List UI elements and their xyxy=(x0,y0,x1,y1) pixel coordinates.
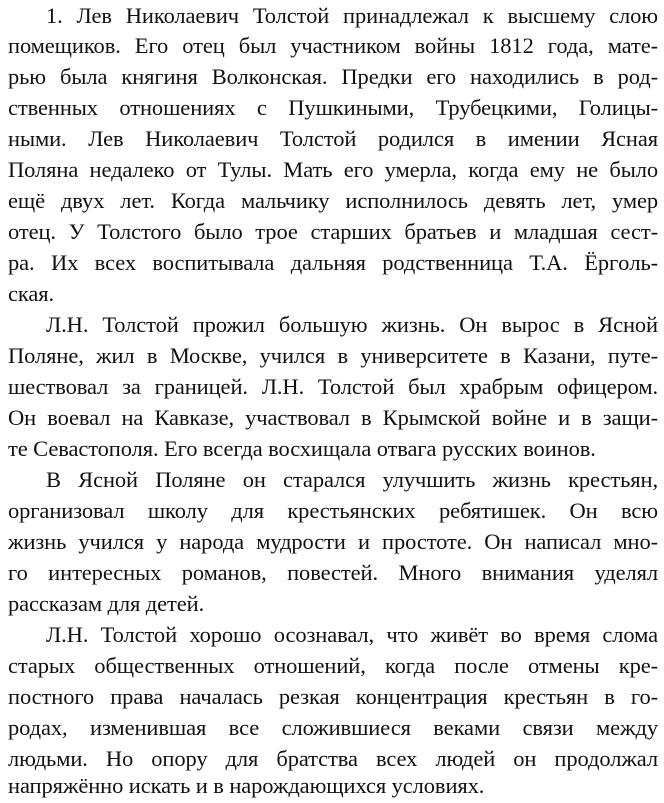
paragraph-4-line-4: родах, изменившая все сложившиеся веками связи между xyxy=(8,715,658,740)
paragraph-2-line-3: шествовал за границей. Л.Н. Толстой был храбрым офицером. xyxy=(8,374,658,399)
paragraph-4-line-6: напряжённо искать и в нарождающихся условиях. xyxy=(8,773,485,798)
paragraph-1-line-7: ещё двух лет. Когда мальчику исполнилось девять лет, умер xyxy=(8,188,658,213)
paragraph-1-line-4: ственных отношениях с Пушкиными, Трубецкими, Голицы- xyxy=(8,95,658,120)
paragraph-3-line-2: организовал школу для крестьянских ребятишек. Он всю xyxy=(8,498,658,523)
paragraph-1-line-9: ра. Их всех воспитывала дальняя родственница Т.А. Ёргoль- xyxy=(8,250,658,275)
paragraph-2-line-2: Поляне, жил в Москве, учился в университете в Казани, путе- xyxy=(8,343,658,368)
paragraph-1-line-3: рью была княгиня Волконская. Предки его находились в род- xyxy=(8,64,658,89)
paragraph-2-line-5: те Севастополя. Его всегда восхищала отвага русских воинов. xyxy=(8,436,596,461)
paragraph-1-line-2: помещиков. Его отец был участником войны 1812 года, мате- xyxy=(8,33,658,58)
paragraph-1-line-8: отец. У Толстого было трое старших братьев и младшая сест- xyxy=(8,219,658,244)
paragraph-3-line-1: В Ясной Поляне он старался улучшить жизнь крестьян, xyxy=(46,467,658,492)
paragraph-3-line-4: го интересных романов, повестей. Много внимания уделял xyxy=(8,560,658,585)
paragraph-4-line-3: постного права началась резкая концентрация крестьян в го- xyxy=(8,684,658,709)
paragraph-1-line-5: ными. Лев Николаевич Толстой родился в имении Ясная xyxy=(8,126,658,151)
paragraph-4-line-1: Л.Н. Толстой хорошо осознавал, что живёт во время слома xyxy=(46,622,658,647)
paragraph-2-line-4: Он воевал на Кавказе, участвовал в Крымской войне и в защи- xyxy=(8,405,658,430)
paragraph-1-line-1: 1. Лев Николаевич Толстой принадлежал к высшему слою xyxy=(46,3,658,28)
paragraph-4-line-2: старых общественных отношений, когда после отмены кре- xyxy=(8,653,658,678)
paragraph-1-line-10: ская. xyxy=(8,281,55,306)
paragraph-3-line-5: рассказам для детей. xyxy=(8,591,205,616)
paragraph-4-line-5: людьми. Но опору для братства всех людей он продолжал xyxy=(8,746,658,771)
paragraph-1-line-6: Поляна недалеко от Тулы. Мать его умерла, когда ему не было xyxy=(8,157,658,182)
paragraph-2-line-1: Л.Н. Толстой прожил большую жизнь. Он вырос в Ясной xyxy=(46,312,658,337)
paragraph-3-line-3: жизнь учился у народа мудрости и простоте. Он написал мно- xyxy=(8,529,658,554)
